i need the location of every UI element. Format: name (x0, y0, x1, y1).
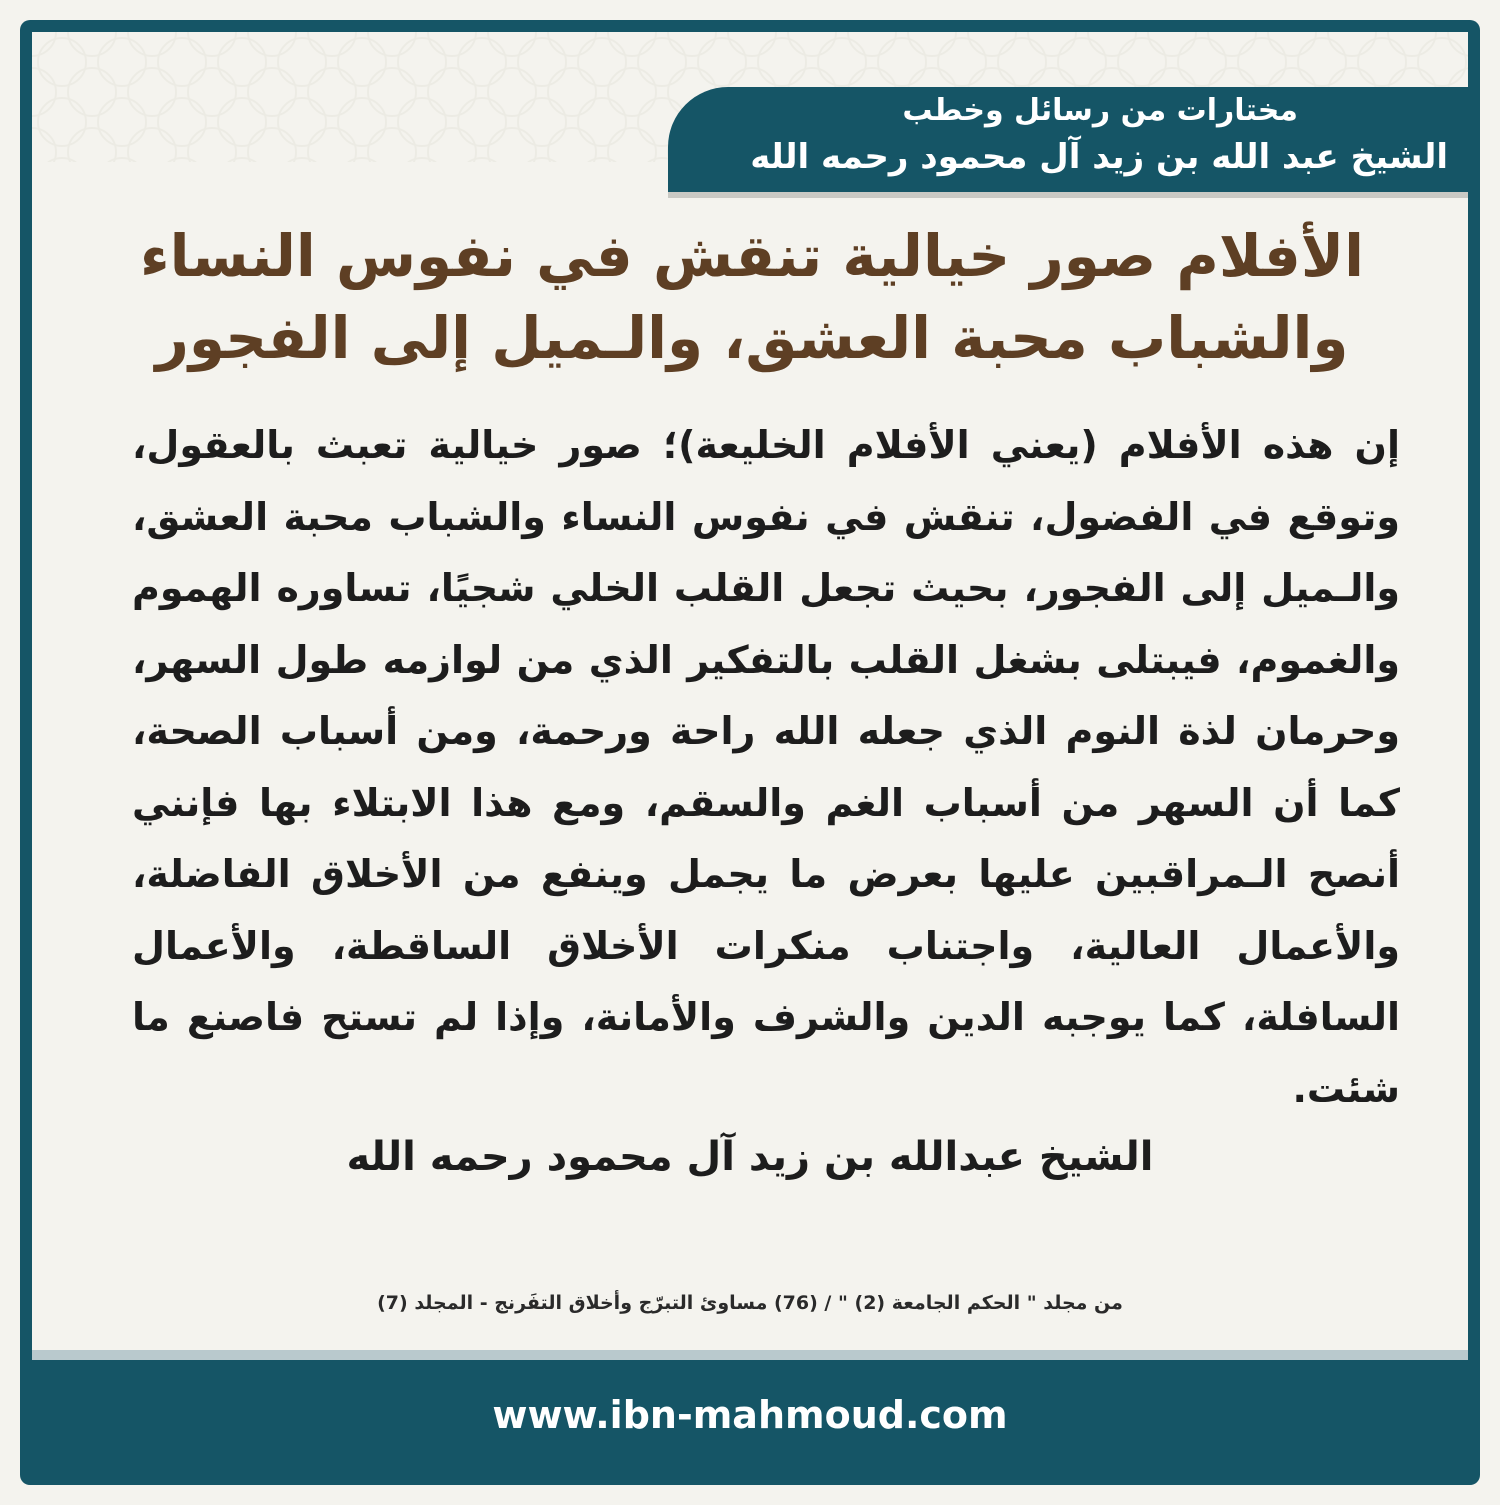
author-signature: الشيخ عبدالله بن زيد آل محمود رحمه الله (346, 1134, 1154, 1180)
content-card (32, 32, 1468, 1350)
header-subtitle: مختارات من رسائل وخطب (902, 93, 1298, 128)
footer-divider (32, 1350, 1468, 1360)
article-title-line-2: والشباب محبة العشق، والـميل إلى الفجور (155, 304, 1349, 372)
header-author: الشيخ عبد الله بن زيد آل محمود رحمه الله (750, 137, 1448, 177)
header-banner (668, 87, 1468, 192)
article-title-line-1: الأفلام صور خيالية تنقش في نفوس النساء (140, 222, 1364, 290)
source-citation: من مجلد " الحكم الجامعة (2) " / (76) مساوئ التبرّج وأخلاق التفَرنج - المجلد (7) (377, 1292, 1123, 1314)
website-link[interactable]: www.ibn-mahmoud.com (492, 1393, 1008, 1437)
article-body: إن هذه الأفلام (يعني الأفلام الخليعة)؛ صور خيالية تعبث بالعقول، وتوقع في الفضول، تنقش في نفوس النساء والشباب محبة العشق، والـميل إلى الفجور، بحيث تجعل القلب الخلي شجيًا، تساوره الهموم والغموم، فيبتلى بشغل القلب بالتفكير الذي من لوازمه طول السهر، وحرمان لذة النوم الذي جعله الله راحة ورحمة، ومن أسباب الصحة، كما أن السهر من أسباب الغم والسقم، ومع هذا الابتلاء بها فإنني أنصح الـمراقبين عليها بعرض ما يجمل وينفع من الأخلاق الفاضلة، والأعمال العالية، واجتناب منكرات الأخلاق الساقطة، والأعمال السافلة، كما يوجبه الدين والشرف والأمانة، وإذا لم تستح فاصنع ما شئت. (132, 423, 1400, 1111)
